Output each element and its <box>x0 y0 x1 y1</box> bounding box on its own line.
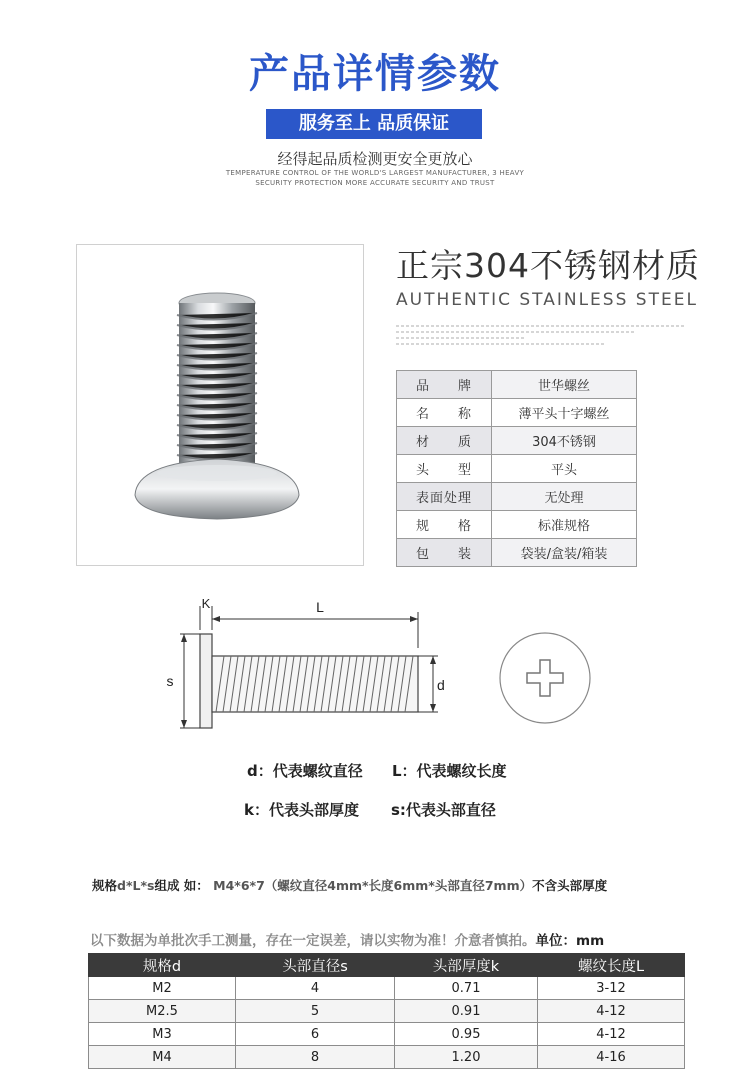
table-cell: 4 <box>236 977 395 1000</box>
subtitle: 经得起品质检测更安全更放心 <box>277 150 473 168</box>
spec-value: 薄平头十字螺丝 <box>492 399 637 427</box>
table-row <box>89 1046 685 1069</box>
l-arrow-left <box>212 616 220 622</box>
table-row <box>397 371 637 399</box>
english-description <box>0 168 750 188</box>
table-row <box>89 1000 685 1023</box>
spec-value: 平头 <box>492 455 637 483</box>
note-text: 以下数据为单批次手工测量，存在一定误差，请以实物为准！介意者慎拍。 <box>90 933 536 949</box>
page-title: 产品详情参数 <box>249 51 501 97</box>
size-table <box>88 953 685 1069</box>
note-unit: 单位：mm <box>535 933 605 949</box>
decorative-fine-print <box>396 322 696 349</box>
dimension-diagram <box>150 588 610 748</box>
spec-value: 世华螺丝 <box>492 371 637 399</box>
table-row <box>397 427 637 455</box>
l-arrow-right <box>410 616 418 622</box>
spec-table <box>396 370 637 567</box>
table-header-row <box>89 954 685 977</box>
example-prefix: 规格 <box>92 878 118 893</box>
fine-print-lines <box>396 322 696 348</box>
example-suffix: 不含头部厚度 <box>532 878 608 893</box>
d-arrow-bottom <box>430 704 436 712</box>
example-formula: d*L*s <box>117 878 155 893</box>
spec-value: 304不锈钢 <box>492 427 637 455</box>
table-row <box>89 1023 685 1046</box>
label-l: L <box>316 599 324 615</box>
label-d: d <box>437 677 445 693</box>
column-header: 规格d <box>89 954 236 977</box>
slogan-banner: 服务至上 品质保证 <box>266 109 482 139</box>
material-english: AUTHENTIC STAINLESS STEEL <box>396 290 698 310</box>
screw-head <box>200 634 212 728</box>
table-cell: 4-12 <box>538 1023 685 1046</box>
table-row <box>397 399 637 427</box>
table-cell: 0.91 <box>395 1000 538 1023</box>
spec-value: 标准规格 <box>492 511 637 539</box>
table-cell: M2.5 <box>89 1000 236 1023</box>
table-cell: 5 <box>236 1000 395 1023</box>
spec-key: 规 格 <box>397 511 492 539</box>
legend-l: L：代表螺纹长度 <box>392 762 507 780</box>
legend-d: d：代表螺纹直径 <box>247 762 363 780</box>
label-k: K <box>201 596 211 611</box>
label-s: s <box>166 673 174 689</box>
example-middle: 组成 如： <box>154 878 209 893</box>
column-header: 头部直径s <box>236 954 395 977</box>
table-cell: 0.95 <box>395 1023 538 1046</box>
table-cell: M3 <box>89 1023 236 1046</box>
screw-image <box>77 245 363 565</box>
spec-example <box>92 876 607 894</box>
column-header: 头部厚度k <box>395 954 538 977</box>
example-detail: M4*6*7（螺纹直径4mm*长度6mm*头部直径7mm） <box>213 878 533 893</box>
table-cell: 8 <box>236 1046 395 1069</box>
english-line-1: TEMPERATURE CONTROL OF THE WORLD'S LARGEST MANUFACTURER, 3 HEAVY <box>225 169 525 177</box>
legend-s: s:代表头部直径 <box>391 801 496 819</box>
d-arrow-top <box>430 656 436 664</box>
spec-value: 无处理 <box>492 483 637 511</box>
spec-key: 表面处理 <box>397 483 492 511</box>
table-row <box>397 455 637 483</box>
spec-key: 品 牌 <box>397 371 492 399</box>
measurement-note <box>90 929 604 949</box>
s-arrow-top <box>181 634 187 642</box>
table-row <box>397 539 637 567</box>
table-row <box>89 977 685 1000</box>
table-cell: 6 <box>236 1023 395 1046</box>
spec-key: 名 称 <box>397 399 492 427</box>
table-cell: 1.20 <box>395 1046 538 1069</box>
legend-k: k：代表头部厚度 <box>244 801 359 819</box>
table-cell: 4-16 <box>538 1046 685 1069</box>
table-cell: 0.71 <box>395 977 538 1000</box>
s-arrow-bottom <box>181 720 187 728</box>
table-cell: M4 <box>89 1046 236 1069</box>
table-row <box>397 483 637 511</box>
column-header: 螺纹长度L <box>538 954 685 977</box>
spec-key: 包 装 <box>397 539 492 567</box>
spec-key: 头 型 <box>397 455 492 483</box>
material-title: 正宗304不锈钢材质 <box>396 246 700 285</box>
table-row <box>397 511 637 539</box>
table-cell: 3-12 <box>538 977 685 1000</box>
english-line-2: SECURITY PROTECTION MORE ACCURATE SECURITY AND TRUST <box>255 179 495 187</box>
spec-value: 袋装/盒装/箱装 <box>492 539 637 567</box>
table-cell: M2 <box>89 977 236 1000</box>
table-cell: 4-12 <box>538 1000 685 1023</box>
spec-key: 材 质 <box>397 427 492 455</box>
product-photo <box>76 244 364 566</box>
